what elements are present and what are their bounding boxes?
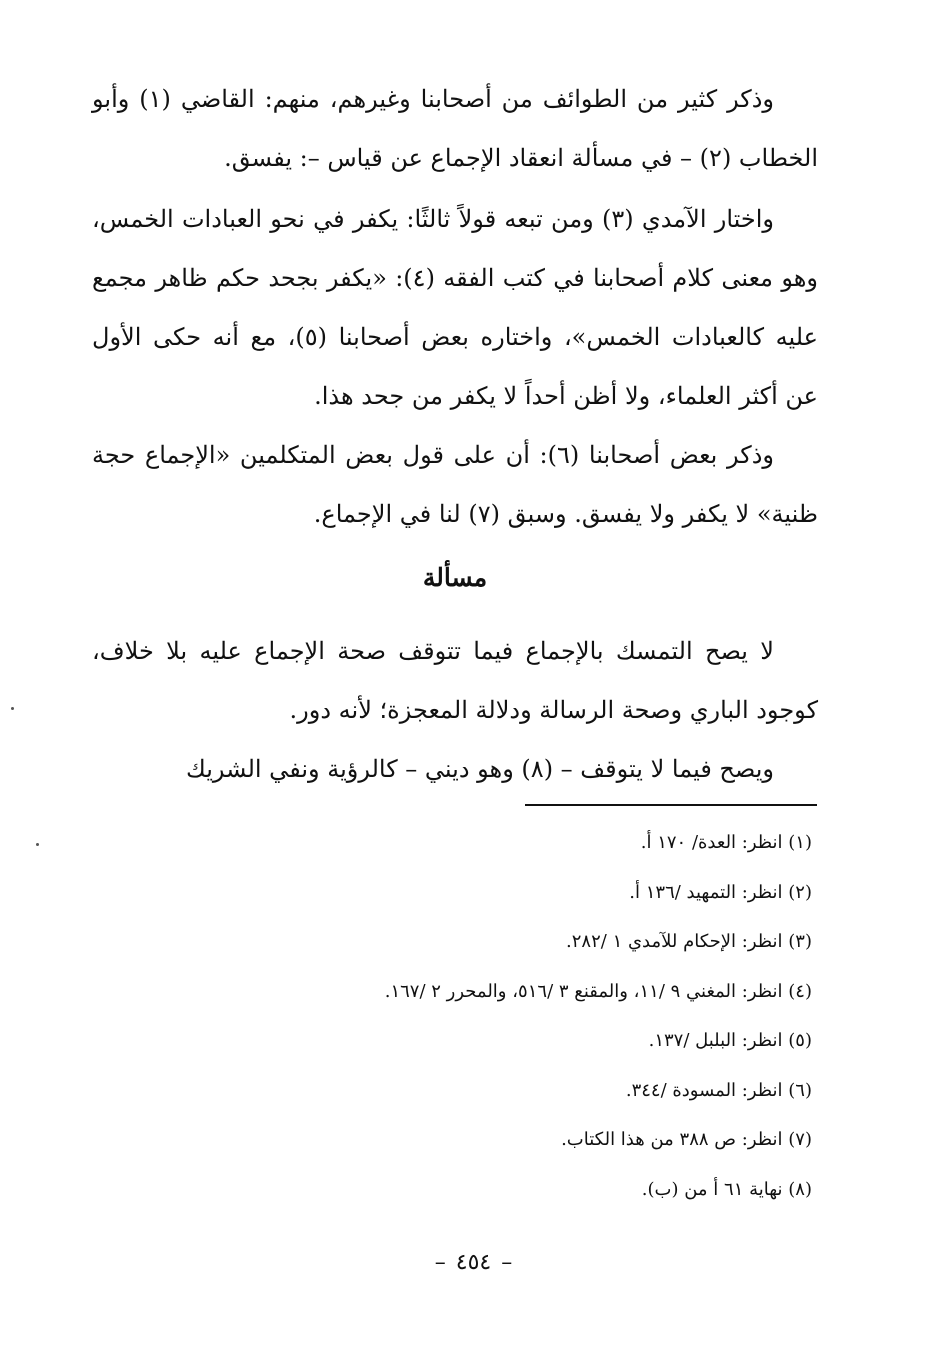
footnotes	[92, 823, 812, 1219]
scan-speck	[11, 707, 14, 710]
scan-speck	[36, 843, 39, 846]
footnote-3: (٣) انظر: الإحكام للآمدي ١ /٢٨٢.	[566, 931, 812, 952]
footnote-5: (٥) انظر: البلبل /١٣٧.	[648, 1030, 812, 1051]
footnote-2: (٢) انظر: التمهيد /١٣٦ أ.	[629, 881, 812, 903]
paragraph-5: ويصح فيما لا يتوقف – (٨) وهو ديني – كالرؤية ونفي الشريك	[186, 755, 774, 783]
footnote-4: (٤) انظر: المغني ٩ /١١، والمقنع ٣ /٥١٦، والمحرر ٢ /١٦٧.	[384, 980, 812, 1002]
footnote-7: (٧) انظر: ص ٣٨٨ من هذا الكتاب.	[561, 1129, 812, 1150]
page-number-dash-right: –	[434, 1250, 446, 1275]
footnote-6: (٦) انظر: المسودة /٣٤٤.	[625, 1079, 812, 1101]
section-heading: مسألة	[422, 563, 488, 592]
paragraph-4: لا يصح التمسك بالإجماع فيما تتوقف صحة الإجماع عليه بلا خلاف، كوجود الباري وصحة الرسالة ودلالة المعجزة؛ لأنه دور.	[92, 637, 818, 724]
paragraph-3: وذكر بعض أصحابنا (٦): أن على قول بعض المتكلمين «الإجماع حجة ظنية» لا يكفر ولا يفسق. وسبق (٧) لنا في الإجماع.	[92, 441, 818, 528]
paragraph-1: وذكر كثير من الطوائف من أصحابنا وغيرهم، منهم: القاضي (١) وأبو الخطاب (٢) – في مسألة انعقاد الإجماع عن قياس –: يفسق.	[92, 85, 818, 172]
page-number-dash-left: –	[501, 1250, 513, 1275]
page-number	[0, 1243, 947, 1283]
footnote-separator	[525, 804, 817, 806]
paragraph-2: واختار الآمدي (٣) ومن تبعه قولاً ثالثًا: يكفر في نحو العبادات الخمس، وهو معنى كلام أصحابنا في كتب الفقه (٤): «يكفر بجحد حكم ظاهر مجمع عليه كالعبادات الخمس»، واختاره بعض أصحابنا (٥)، مع أنه حكى الأول عن أكثر العلماء، ولا أظن أحداً لا يكفر من جحد هذا.	[92, 205, 818, 410]
footnote-8: (٨) نهاية ٦١ أ من (ب).	[641, 1178, 812, 1200]
footnote-1: (١) انظر: العدة/ ١٧٠ أ.	[640, 832, 812, 853]
page-number-value: ٤٥٤	[455, 1250, 492, 1275]
